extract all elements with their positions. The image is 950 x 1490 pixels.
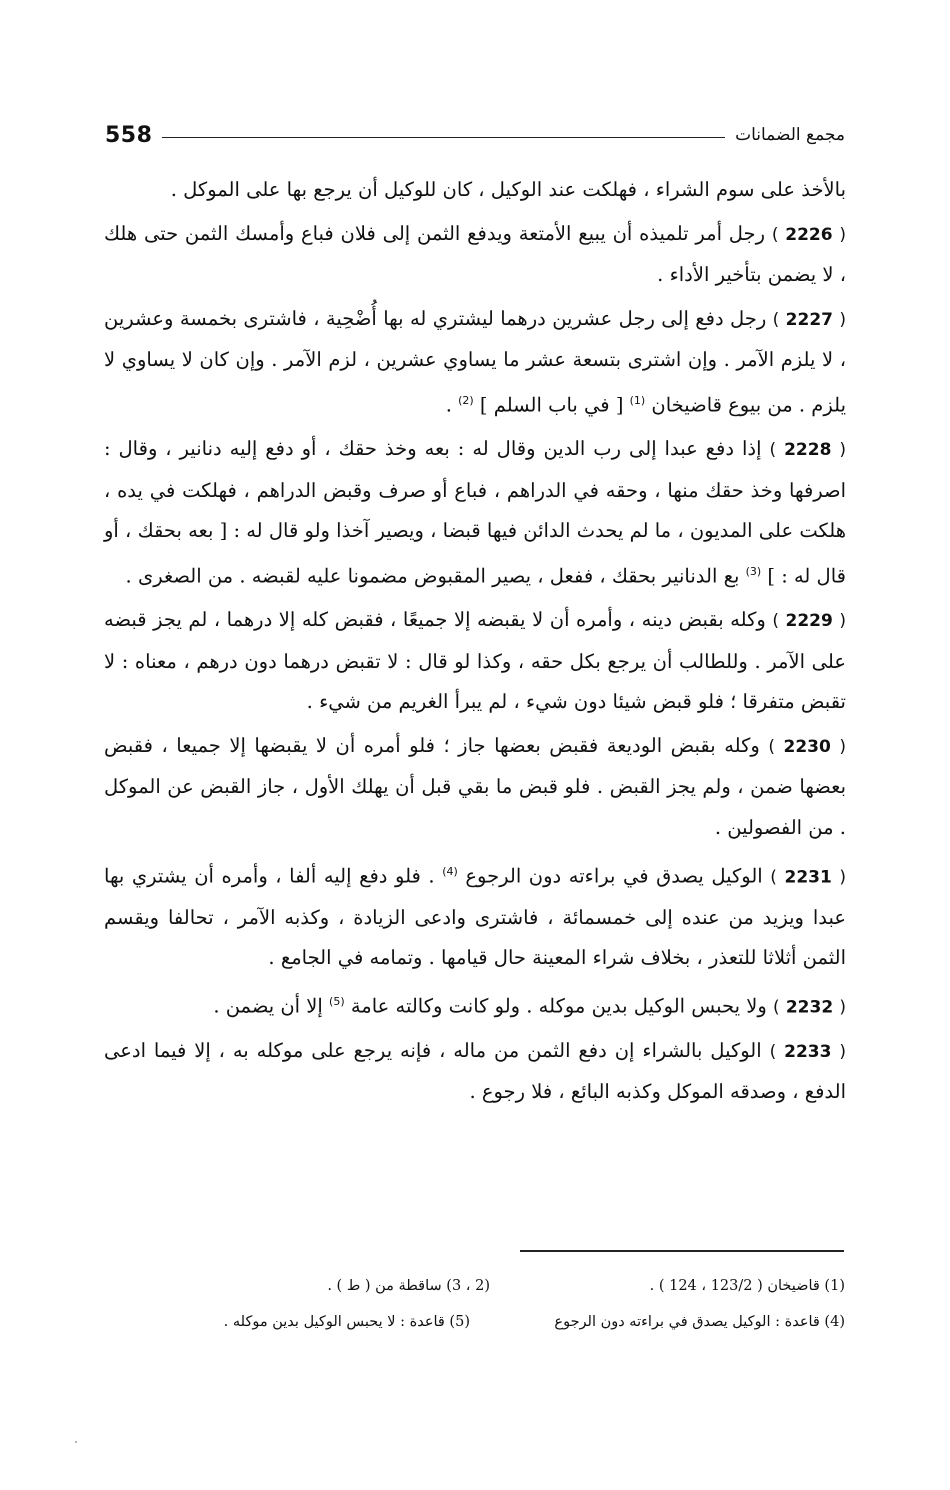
- footnote-ref: (3): [745, 564, 762, 578]
- paragraph-2227: ( 2227 ) رجل دفع إلى رجل عشرين درهما ليشتري له بها أُضْحِية ، فاشترى بخمسة وعشرين ، لا يلزم الآمر . وإن اشترى بتسعة عشر ما يساوي عشرين ، لزم الآمر . وإن كان لا يساوي لا يلزم . من بيوع قاضيخان $^{(1)}$ [ في باب السلم ] $^{(2)}$ .: [104, 306, 847, 417]
- scan-speck: [75, 1441, 77, 1443]
- footnote-1: (1) قاضيخان ( 123/2 ، 124 ) .: [649, 1278, 845, 1294]
- footnotes: [110, 1268, 845, 1340]
- footnote-5: (5) قاعدة : لا يحبس الوكيل بدين موكله .: [223, 1314, 470, 1330]
- footnote-ref: (2): [458, 393, 474, 407]
- paragraph-text-tail: [ في باب السلم ]: [479, 393, 624, 417]
- paragraph-number: 2230: [783, 736, 831, 757]
- paragraph-2231: ( 2231 ) الوكيل يصدق في براءته دون الرجوع $^{(4)}$ . فلو دفع إليه ألفا ، وأمره أن يشتري بها عبدا ويزيد من عنده إلى خمسمائة ، فاشترى وادعى الزيادة ، وكذبه الآمر ، تحالفا ويقسم الثمن أثلاثا للتعذر ، بخلاف شراء المعينة حال قيامها . وتمامه في الجامع .: [104, 864, 847, 970]
- footnote-ref: (5): [329, 994, 345, 1008]
- page-number: 558: [105, 122, 153, 148]
- paragraph-text-tail: . فلو دفع إليه ألفا ، وأمره أن يشتري بها عبدا ويزيد من عنده إلى خمسمائة ، فاشترى وادعى الزيادة ، وكذبه الآمر ، تحالفا ويقسم الثمن أثلاثا للتعذر ، بخلاف شراء المعينة حال قيامها . وتمامه في الجامع .: [104, 864, 846, 970]
- paragraph-number: 2231: [784, 867, 832, 887]
- footnote-4: (4) قاعدة : الوكيل يصدق في براءته دون الرجوع: [554, 1314, 845, 1330]
- paragraph-text: بالأخذ على سوم الشراء ، فهلكت عند الوكيل ، كان للوكيل أن يرجع بها على الموكل .: [170, 178, 846, 201]
- paragraph-text: رجل أمر تلميذه أن يبيع الأمتعة ويدفع الثمن إلى فلان فباع وأمسك الثمن حتى هلك ، لا يضمن بتأخير الأداء .: [104, 221, 846, 287]
- paragraph-text: الوكيل بالشراء إن دفع الثمن من ماله ، فإنه يرجع على موكله به ، إلا فيما ادعى الدفع ، وصدقه الموكل وكذبه البائع ، فلا رجوع .: [104, 1038, 846, 1104]
- paragraph-text: رجل دفع إلى رجل عشرين درهما ليشتري له بها أُضْحِية ، فاشترى بخمسة وعشرين ، لا يلزم الآمر . وإن اشترى بتسعة عشر ما يساوي عشرين ، لزم الآمر . وإن كان لا يساوي لا يلزم . من بيوع قاضيخان: [104, 306, 846, 417]
- running-title: مجمع الضمانات: [735, 125, 845, 145]
- paragraph-number: 2227: [785, 309, 833, 330]
- header-rule: [162, 137, 725, 138]
- paragraph-text-tail: إلا أن يضمن .: [213, 994, 323, 1018]
- footnote-separator: [520, 1250, 844, 1252]
- paragraph-2230: ( 2230 ) وكله بقبض الوديعة فقبض بعضها جاز ؛ فلو أمره أن لا يقبضها إلا جميعا ، فقبض بعضها ضمن ، ولم يجز القبض . فلو قبض ما بقي قبل أن يهلك الأول ، جاز القبض عن الموكل . من الفصولين .: [104, 733, 846, 839]
- paragraph-continuation: [104, 170, 846, 211]
- paragraph-number: 2232: [785, 997, 834, 1018]
- footnote-2-3: (2 ، 3) ساقطة من ( ط ) .: [327, 1278, 490, 1294]
- paragraph-number: 2226: [785, 224, 833, 245]
- paragraph-text: وكله بقبض دينه ، وأمره أن لا يقبضه إلا جميعًا ، فقبض كله إلا درهما ، لم يجز قبضه على الآمر . وللطالب أن يرجع بكل حقه ، وكذا لو قال : لا تقبض درهما دون درهم ، معناه : لا تقبض متفرقا ؛ فلو قبض شيئا دون شيء ، لم يبرأ الغريم من شيء .: [104, 607, 846, 714]
- paragraph-2233: ( 2233 ) الوكيل بالشراء إن دفع الثمن من ماله ، فإنه يرجع على موكله به ، إلا فيما ادعى الدفع ، وصدقه الموكل وكذبه البائع ، فلا رجوع .: [104, 1038, 846, 1104]
- footnote-row: [110, 1304, 845, 1340]
- paragraph-text: الوكيل يصدق في براءته دون الرجوع: [465, 864, 763, 887]
- footnote-row: [110, 1268, 845, 1304]
- paragraph-text: إذا دفع عبدا إلى رب الدين وقال له : بعه وخذ حقك ، أو دفع إليه دنانير ، وقال : اصرفها وخذ حقك منها ، وحقه في الدراهم ، فباع أو صرف وقبض الدراهم ، فهلكت في يده ، هلكت على المديون ، ما لم يحدث الدائن فيها قبضا ، ويصير آخذا ولو قال له : [ بعه بحقك ، أو قال له : ]: [104, 437, 846, 588]
- paragraph-text-tail: بع الدنانير بحقك ، ففعل ، يصير المقبوض مضمونا عليه لقبضه . من الصغرى .: [125, 564, 740, 588]
- paragraph-text-end: .: [445, 393, 452, 417]
- paragraph-number: 2229: [785, 610, 833, 631]
- paragraph-2228: ( 2228 ) إذا دفع عبدا إلى رب الدين وقال له : بعه وخذ حقك ، أو دفع إليه دنانير ، وقال : اصرفها وخذ حقك منها ، وحقه في الدراهم ، فباع أو صرف وقبض الدراهم ، فهلكت في يده ، هلكت على المديون ، ما لم يحدث الدائن فيها قبضا ، ويصير آخذا ولو قال له : [ بعه بحقك ، أو قال له : ] $^{(3)}$ بع الدنانير بحقك ، ففعل ، يصير المقبوض مضمونا عليه لقبضه . من الصغرى .: [104, 437, 846, 588]
- footnote-ref: (1): [629, 393, 646, 407]
- paragraph-2226: ( 2226 ) رجل أمر تلميذه أن يبيع الأمتعة ويدفع الثمن إلى فلان فباع وأمسك الثمن حتى هلك ، لا يضمن بتأخير الأداء .: [104, 221, 847, 287]
- paragraph-2232: ( 2232 ) ولا يحبس الوكيل بدين موكله . ولو كانت وكالته عامة $^{(5)}$ إلا أن يضمن .: [213, 994, 846, 1018]
- body-text: [104, 170, 846, 1116]
- paragraph-number: 2228: [784, 440, 832, 461]
- page-header: [105, 118, 845, 152]
- paragraph-text: ولا يحبس الوكيل بدين موكله . ولو كانت وكالته عامة: [350, 994, 767, 1018]
- footnote-ref: (4): [442, 864, 458, 878]
- paragraph-2229: ( 2229 ) وكله بقبض دينه ، وأمره أن لا يقبضه إلا جميعًا ، فقبض كله إلا درهما ، لم يجز قبضه على الآمر . وللطالب أن يرجع بكل حقه ، وكذا لو قال : لا تقبض درهما دون درهم ، معناه : لا تقبض متفرقا ؛ فلو قبض شيئا دون شيء ، لم يبرأ الغريم من شيء .: [104, 607, 846, 714]
- paragraph-text: وكله بقبض الوديعة فقبض بعضها جاز ؛ فلو أمره أن لا يقبضها إلا جميعا ، فقبض بعضها ضمن ، ولم يجز القبض . فلو قبض ما بقي قبل أن يهلك الأول ، جاز القبض عن الموكل . من الفصولين .: [104, 733, 846, 839]
- paragraph-number: 2233: [784, 1041, 832, 1062]
